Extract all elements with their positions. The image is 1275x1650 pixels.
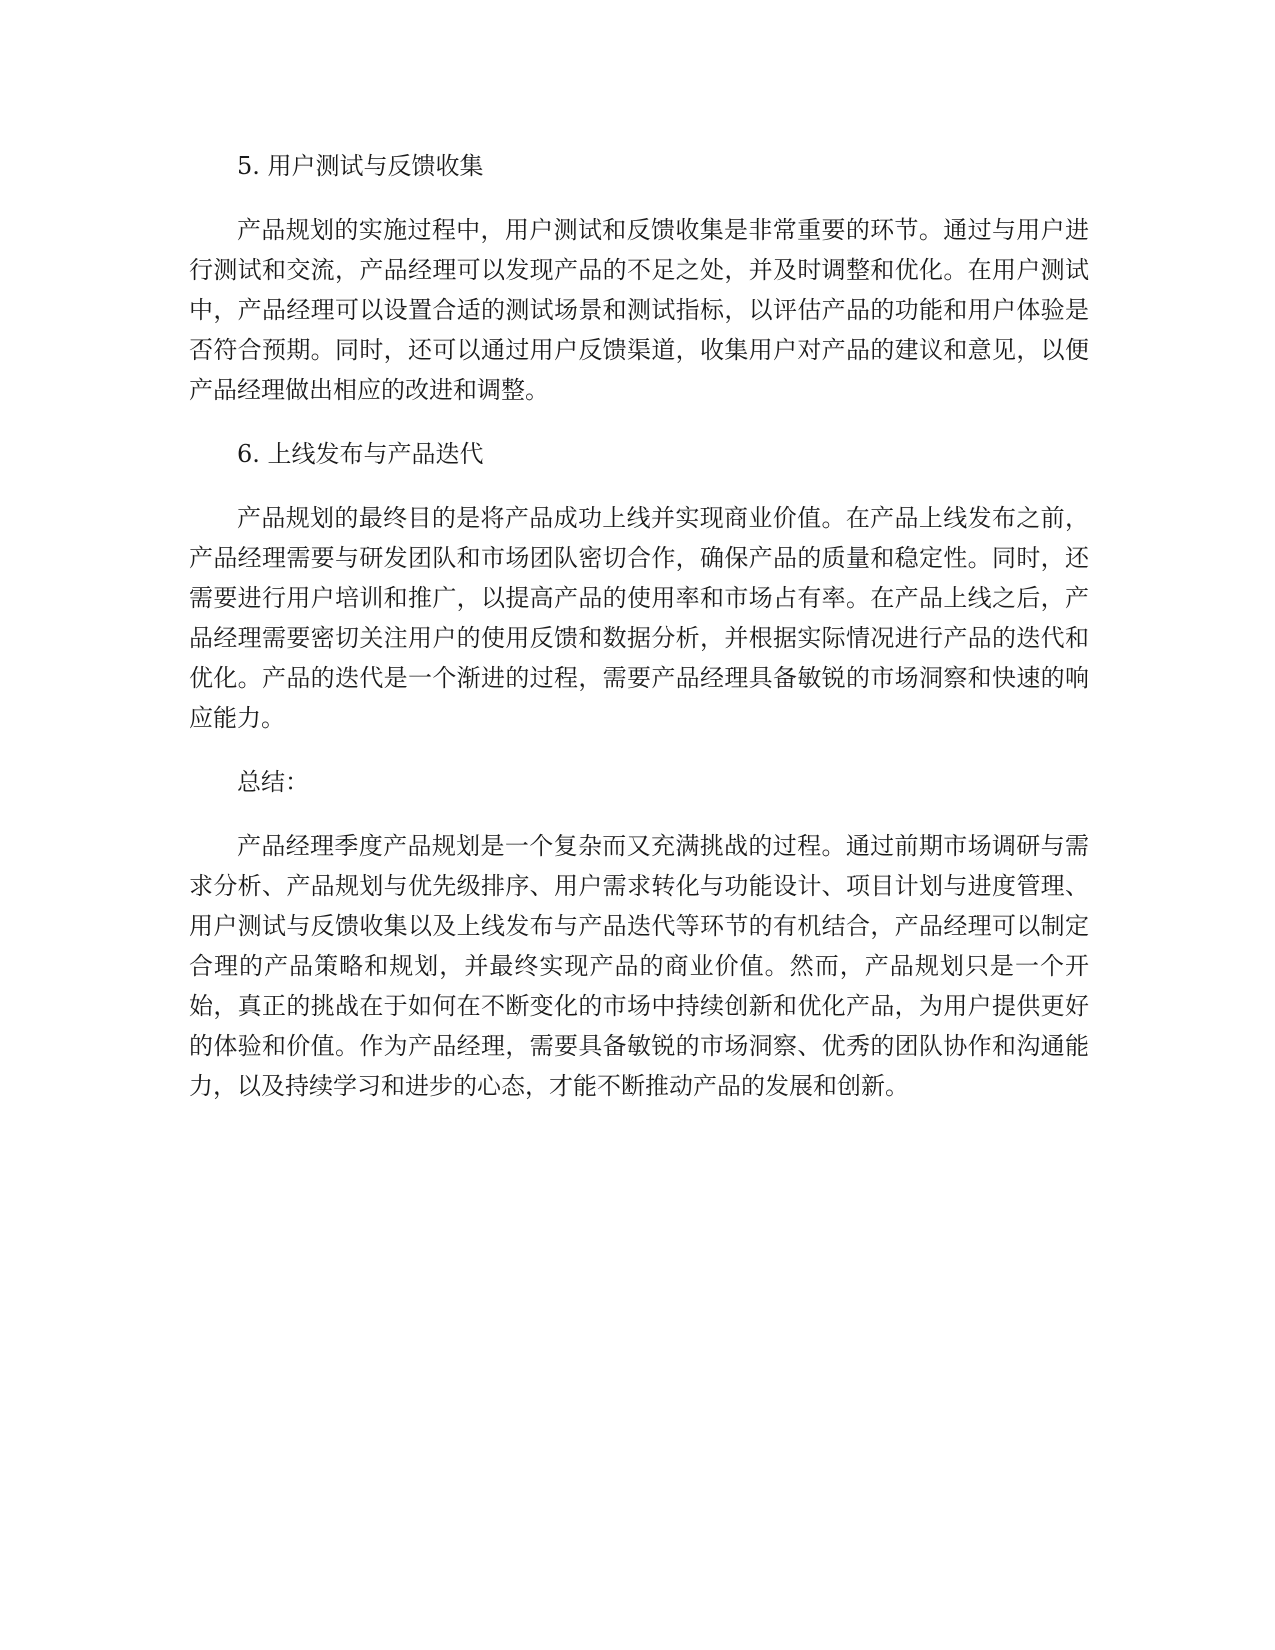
document-body	[189, 146, 1089, 1106]
section-paragraph-summary: 产品经理季度产品规划是一个复杂而又充满挑战的过程。通过前期市场调研与需求分析、产品规划与优先级排序、用户需求转化与功能设计、项目计划与进度管理、用户测试与反馈收集以及上线发布与产品迭代等环节的有机结合，产品经理可以制定合理的产品策略和规划，并最终实现产品的商业价值。然而，产品规划只是一个开始，真正的挑战在于如何在不断变化的市场中持续创新和优化产品，为用户提供更好的体验和价值。作为产品经理，需要具备敏锐的市场洞察、优秀的团队协作和沟通能力，以及持续学习和进步的心态，才能不断推动产品的发展和创新。	[189, 832, 1089, 1100]
section-heading-user-testing: 5. 用户测试与反馈收集	[237, 152, 484, 180]
section-heading-launch-iteration: 6. 上线发布与产品迭代	[237, 440, 484, 468]
section-paragraph-user-testing: 产品规划的实施过程中，用户测试和反馈收集是非常重要的环节。通过与用户进行测试和交流，产品经理可以发现产品的不足之处，并及时调整和优化。在用户测试中，产品经理可以设置合适的测试场景和测试指标，以评估产品的功能和用户体验是否符合预期。同时，还可以通过用户反馈渠道，收集用户对产品的建议和意见，以便产品经理做出相应的改进和调整。	[189, 216, 1089, 404]
section-heading-summary: 总结：	[237, 768, 309, 796]
section-paragraph-launch-iteration: 产品规划的最终目的是将产品成功上线并实现商业价值。在产品上线发布之前，产品经理需要与研发团队和市场团队密切合作，确保产品的质量和稳定性。同时，还需要进行用户培训和推广，以提高产品的使用率和市场占有率。在产品上线之后，产品经理需要密切关注用户的使用反馈和数据分析，并根据实际情况进行产品的迭代和优化。产品的迭代是一个渐进的过程，需要产品经理具备敏锐的市场洞察和快速的响应能力。	[189, 504, 1089, 732]
